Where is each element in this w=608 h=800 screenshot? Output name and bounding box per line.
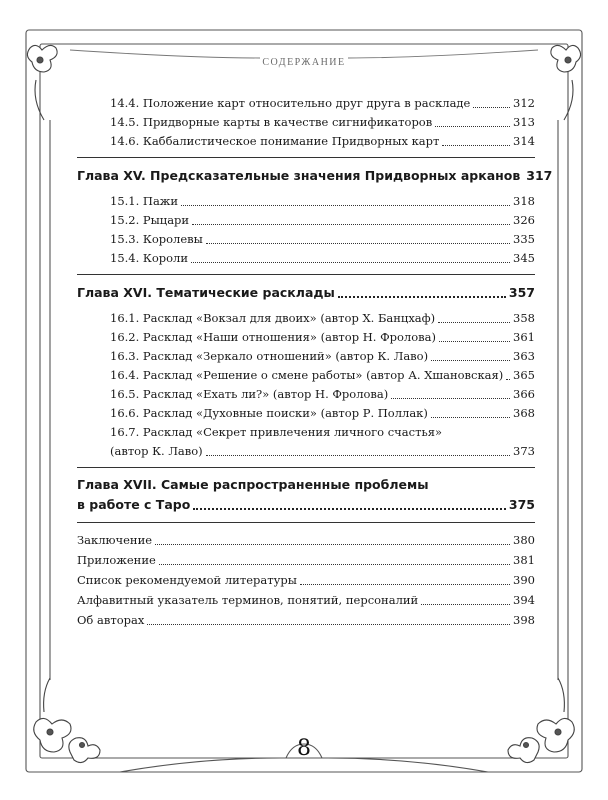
toc-row-title: 14.4. Положение карт относительно друг друга в раскладе [110, 96, 471, 110]
toc-endmatter-row[interactable] [77, 570, 535, 590]
toc-row-title: 16.1. Расклад «Вокзал для двоих» (автор Х. Банцхаф) [110, 311, 436, 325]
section-divider [77, 157, 535, 158]
toc-row[interactable] [77, 347, 535, 366]
dot-leader [506, 378, 510, 380]
page-header-title: СОДЕРЖАНИЕ [262, 57, 346, 68]
dot-leader [300, 583, 510, 585]
toc-chapter-title: Глава XV. Предсказательные значения Придворных арканов [77, 168, 521, 183]
toc-row-title: 15.2. Рыцари [110, 213, 190, 227]
toc-row-title: Об авторах [77, 613, 145, 627]
toc-row-title: Заключение [77, 533, 153, 547]
toc-row[interactable] [77, 385, 535, 404]
toc-chapter-title: Глава XVI. Тематические расклады [77, 285, 335, 300]
toc-row-title: 16.4. Расклад «Решение о смене работы» (автор А. Хшановская) [110, 368, 504, 382]
section-divider [77, 522, 535, 523]
dot-leader [442, 144, 510, 146]
toc-row[interactable] [77, 113, 535, 132]
dot-leader [193, 507, 506, 510]
dot-leader [206, 454, 510, 456]
toc-row[interactable] [77, 192, 535, 211]
toc-row-page: 366 [513, 387, 535, 401]
toc-row-page: 318 [513, 194, 535, 208]
toc-row-page: 394 [513, 593, 535, 607]
toc-row-page: 335 [513, 232, 535, 246]
section-divider [77, 274, 535, 275]
toc-row[interactable] [77, 442, 535, 461]
toc-row-title: 16.3. Расклад «Зеркало отношений» (автор К. Лаво) [110, 349, 429, 363]
table-of-contents [77, 94, 553, 630]
dot-leader [338, 295, 506, 298]
toc-row-page: 398 [513, 613, 535, 627]
dot-leader [391, 397, 510, 399]
dot-leader [431, 416, 510, 418]
dot-leader [147, 623, 510, 625]
toc-chapter-title-line1[interactable]: Глава XVII. Самые распространенные проблемы [77, 477, 429, 492]
dot-leader [438, 321, 510, 323]
toc-row-title: 15.1. Пажи [110, 194, 179, 208]
toc-endmatter-row[interactable] [77, 610, 535, 630]
dot-leader [473, 106, 510, 108]
dot-leader [206, 242, 510, 244]
toc-row-page: 368 [513, 406, 535, 420]
dot-leader [155, 543, 510, 545]
toc-row-title: Приложение [77, 553, 156, 567]
toc-row-title: 16.2. Расклад «Наши отношения» (автор Н. Фролова) [110, 330, 436, 344]
toc-row-page: 373 [513, 444, 535, 458]
dot-leader [435, 125, 510, 127]
toc-chapter-page: 375 [508, 497, 535, 512]
toc-row[interactable] [77, 230, 535, 249]
section-divider [77, 467, 535, 468]
toc-row[interactable] [77, 366, 535, 385]
toc-row-title: Список рекомендуемой литературы [77, 573, 297, 587]
dot-leader [431, 359, 510, 361]
dot-leader [191, 261, 510, 263]
toc-endmatter-row[interactable] [77, 590, 535, 610]
toc-row-page: 314 [513, 134, 535, 148]
toc-row-title: 15.4. Короли [110, 251, 188, 265]
toc-row[interactable] [77, 404, 535, 423]
toc-chapter-title-line2: в работе с Таро [77, 497, 191, 512]
toc-row[interactable] [77, 94, 535, 113]
toc-row-page: 381 [513, 553, 535, 567]
dot-leader [181, 204, 510, 206]
toc-row-title: 15.3. Королевы [110, 232, 203, 246]
toc-row-page: 326 [513, 213, 535, 227]
dot-leader [159, 563, 510, 565]
toc-row-title: 16.6. Расклад «Духовные поиски» (автор Р. Поллак) [110, 406, 428, 420]
toc-row[interactable] [77, 249, 535, 268]
toc-row-title: 14.6. Каббалистическое понимание Придворных карт [110, 134, 440, 148]
toc-endmatter-row[interactable] [77, 550, 535, 570]
dot-leader [421, 603, 510, 605]
toc-row[interactable] [77, 309, 535, 328]
toc-row-page: 312 [513, 96, 535, 110]
toc-row-page: 313 [513, 115, 535, 129]
toc-row[interactable] [77, 328, 535, 347]
toc-endmatter-row[interactable] [77, 530, 535, 550]
toc-chapter-row[interactable] [77, 282, 535, 304]
page-number: 8 [297, 736, 311, 761]
toc-row[interactable] [77, 211, 535, 230]
toc-row-page: 380 [513, 533, 535, 547]
toc-row-title: 16.5. Расклад «Ехать ли?» (автор Н. Фролова) [110, 387, 389, 401]
toc-row-page: 358 [513, 311, 535, 325]
toc-row-page: 365 [513, 368, 535, 382]
toc-row-title: Алфавитный указатель терминов, понятий, персоналий [77, 593, 419, 607]
toc-row-title-line2: (автор К. Лаво) [110, 444, 203, 458]
dot-leader [439, 340, 510, 342]
toc-chapter-row[interactable] [77, 165, 553, 187]
toc-row[interactable] [77, 132, 535, 151]
toc-row-title-line1[interactable]: 16.7. Расклад «Секрет привлечения личного счастья» [110, 425, 442, 439]
toc-row-page: 390 [513, 573, 535, 587]
toc-row-page: 345 [513, 251, 535, 265]
toc-row-page: 361 [513, 330, 535, 344]
toc-chapter-page: 357 [508, 285, 535, 300]
toc-row-title: 14.5. Придворные карты в качестве сигнификаторов [110, 115, 433, 129]
toc-chapter-row[interactable] [77, 494, 535, 516]
dot-leader [192, 223, 510, 225]
toc-chapter-page: 317 [526, 168, 553, 183]
toc-row-page: 363 [513, 349, 535, 363]
